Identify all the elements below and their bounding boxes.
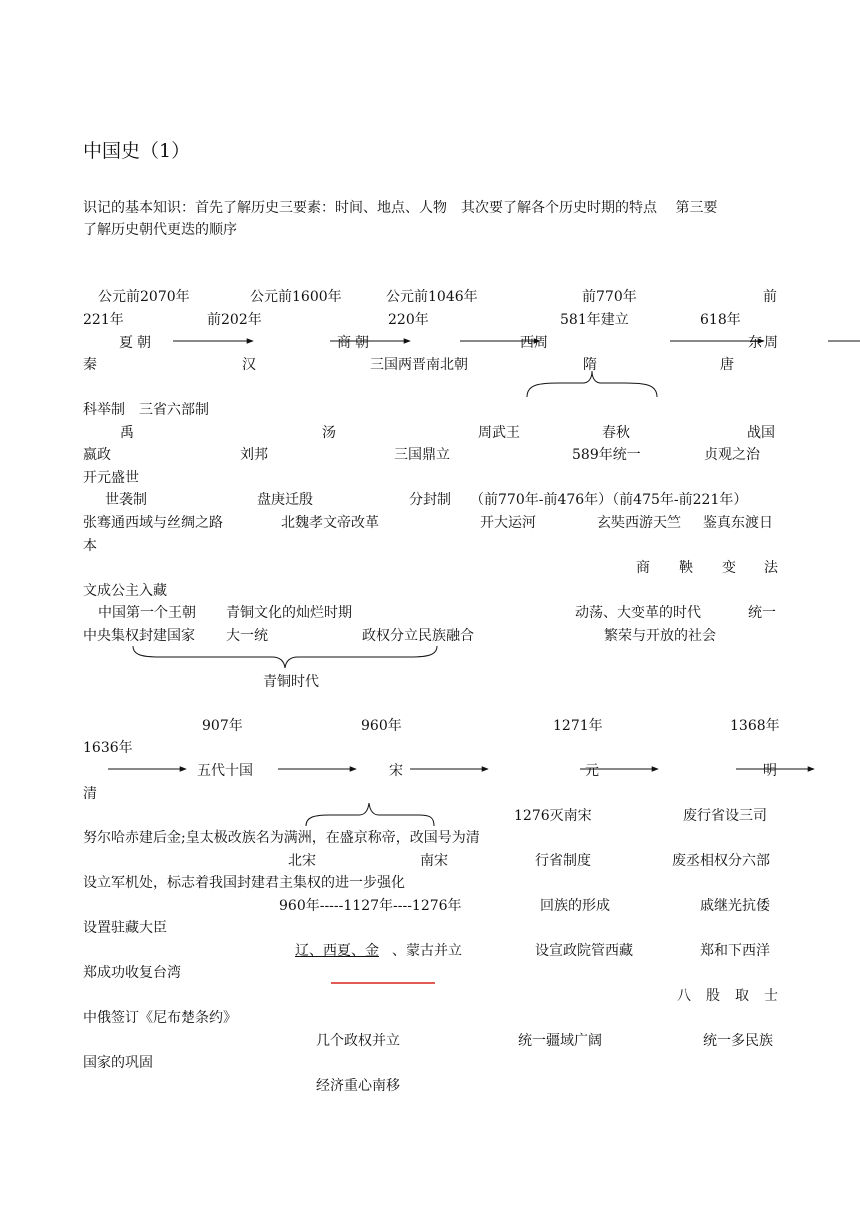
dynasty-xia: 夏朝 (119, 335, 155, 351)
dynasty-han: 汉 (242, 357, 256, 373)
dynasty-sanguo: 三国两晋南北朝 (370, 357, 468, 373)
dynasty-wudai: 五代十国 (197, 763, 253, 779)
intro-line-2: 了解历史朝代更迭的顺序 (83, 222, 237, 238)
feature-bronze: 青铜文化的灿烂时期 (226, 605, 352, 621)
song-menggu: 、蒙古并立 (392, 943, 462, 959)
date-han: 前202年 (207, 312, 262, 328)
event-zhangqian: 张骞通西域与丝绸之路 (83, 515, 223, 531)
qing-nerchinsk: 中俄签订《尼布楚条约》 (83, 1010, 237, 1026)
event-fenfeng: 分封制 (409, 492, 451, 508)
song-economy: 经济重心南移 (316, 1078, 400, 1094)
dynasty-song: 宋 (389, 763, 403, 779)
founder-yingzheng: 嬴政 (83, 447, 111, 463)
date-qin: 221年 (83, 312, 124, 328)
event-pangeng: 盘庚迁殷 (257, 492, 313, 508)
dynasty-xizhou: 西周 (520, 335, 548, 351)
dynasty-yuan: 元 (585, 763, 599, 779)
ming-qing-feature-tail: 国家的巩固 (83, 1055, 153, 1071)
brace-bronze-age (133, 646, 437, 668)
ming-sansi: 废行省设三司 (683, 808, 767, 824)
sui-unify: 589年统一 (572, 447, 641, 463)
date-yuan: 1271年 (553, 718, 603, 734)
label-bronze-age: 青铜时代 (263, 674, 319, 690)
bagu-1: 八 (677, 988, 691, 1004)
date-wudai: 907年 (202, 718, 243, 734)
kaiyuan: 开元盛世 (83, 470, 139, 486)
tang-keju: 科举制 三省六部制 (83, 402, 209, 418)
bagu-4: 士 (764, 988, 778, 1004)
label-nansong: 南宋 (420, 853, 448, 869)
event-xuanzang: 玄奘西游天竺 (597, 515, 681, 531)
yuan-mie-song: 1276灭南宋 (514, 808, 592, 824)
feature-tang: 繁荣与开放的社会 (604, 628, 716, 644)
brace-sui (527, 371, 657, 397)
feature-sanguo: 政权分立民族融合 (362, 628, 474, 644)
bagu-3: 取 (735, 988, 749, 1004)
shangyang-4: 法 (764, 560, 778, 576)
label-beisong: 北宋 (288, 853, 316, 869)
yuan-feature: 统一疆域广阔 (518, 1033, 602, 1049)
date-qing: 1636年 (83, 740, 133, 756)
dynasty-qin: 秦 (83, 357, 97, 373)
date-xizhou: 公元前1046年 (386, 289, 478, 305)
qing-zhuzang: 设置驻藏大臣 (83, 920, 167, 936)
shangyang-1: 商 (636, 560, 650, 576)
shangyang-2: 鞅 (679, 560, 693, 576)
date-tang: 618年 (700, 312, 741, 328)
shangyang-3: 变 (722, 560, 736, 576)
event-yunhe: 开大运河 (480, 515, 536, 531)
date-song: 960年 (361, 718, 402, 734)
feature-qin: 中央集权封建国家 (83, 628, 195, 644)
bagu-2: 股 (706, 988, 720, 1004)
ming-chengxiang: 废丞相权分六部 (672, 853, 770, 869)
founder-yu: 禹 (120, 425, 134, 441)
feature-dongzhou: 动荡、大变革的时代 (575, 605, 701, 621)
period-chunqiu: 春秋 (602, 425, 630, 441)
song-feature: 几个政权并立 (316, 1033, 400, 1049)
song-liao-xixia-jin: 辽、西夏、金 (295, 943, 379, 959)
date-sui: 581年建立 (560, 312, 629, 328)
period-zhanguo: 战国 (747, 425, 775, 441)
song-dates: 960年-----1127年----1276年 (279, 898, 462, 914)
date-qin-start: 前 (763, 289, 777, 305)
date-sanguo: 220年 (388, 312, 429, 328)
feature-xia: 中国第一个王朝 (98, 605, 196, 621)
event-zhou-dates: （前770年-前476年）（前475年-前221年） (470, 492, 748, 508)
ming-zhenghe: 郑和下西洋 (700, 943, 770, 959)
dynasty-ming: 明 (763, 763, 777, 779)
qing-junjichu: 设立军机处，标志着我国封建君主集权的进一步强化 (83, 875, 405, 891)
dynasty-sui: 隋 (583, 357, 597, 373)
founder-wuwang: 周武王 (478, 425, 520, 441)
dynasty-qing: 清 (83, 786, 97, 802)
date-shang: 公元前1600年 (250, 289, 342, 305)
yuan-xuanzhengyuan: 设宣政院管西藏 (535, 943, 633, 959)
feature-han: 大一统 (226, 628, 268, 644)
brace-song (306, 803, 434, 826)
founder-tang: 汤 (322, 425, 336, 441)
ming-qing-feature: 统一多民族 (703, 1033, 773, 1049)
event-shixi: 世袭制 (105, 492, 147, 508)
qing-taiwan: 郑成功收复台湾 (83, 965, 181, 981)
feature-unify: 统一 (748, 605, 776, 621)
event-wencheng: 文成公主入藏 (83, 583, 167, 599)
date-ming: 1368年 (730, 718, 780, 734)
date-dongzhou: 前770年 (582, 289, 637, 305)
event-jianzhen-tail: 本 (83, 538, 97, 554)
dynasty-tang: 唐 (720, 357, 734, 373)
zhenguan: 贞观之治 (704, 447, 760, 463)
date-xia: 公元前2070年 (98, 289, 190, 305)
event-jianzhen: 鉴真东渡日 (703, 515, 773, 531)
yuan-xingsheng: 行省制度 (535, 853, 591, 869)
qing-houjin: 努尔哈赤建后金;皇太极改族名为满洲，在盛京称帝，改国号为清 (83, 830, 480, 846)
dynasty-shang: 商朝 (337, 335, 373, 351)
dynasty-dongzhou: 东周 (748, 335, 780, 351)
yuan-huizu: 回族的形成 (540, 898, 610, 914)
page-title: 中国史（1） (83, 140, 191, 162)
ming-qijiguang: 戚继光抗倭 (700, 898, 770, 914)
founder-liubang: 刘邦 (240, 447, 268, 463)
intro-line-1: 识记的基本知识：首先了解历史三要素：时间、地点、人物 其次要了解各个历史时期的特点 第三要 (83, 200, 718, 216)
sanguo-dingli: 三国鼎立 (394, 447, 450, 463)
event-xiaowen: 北魏孝文帝改革 (281, 515, 379, 531)
